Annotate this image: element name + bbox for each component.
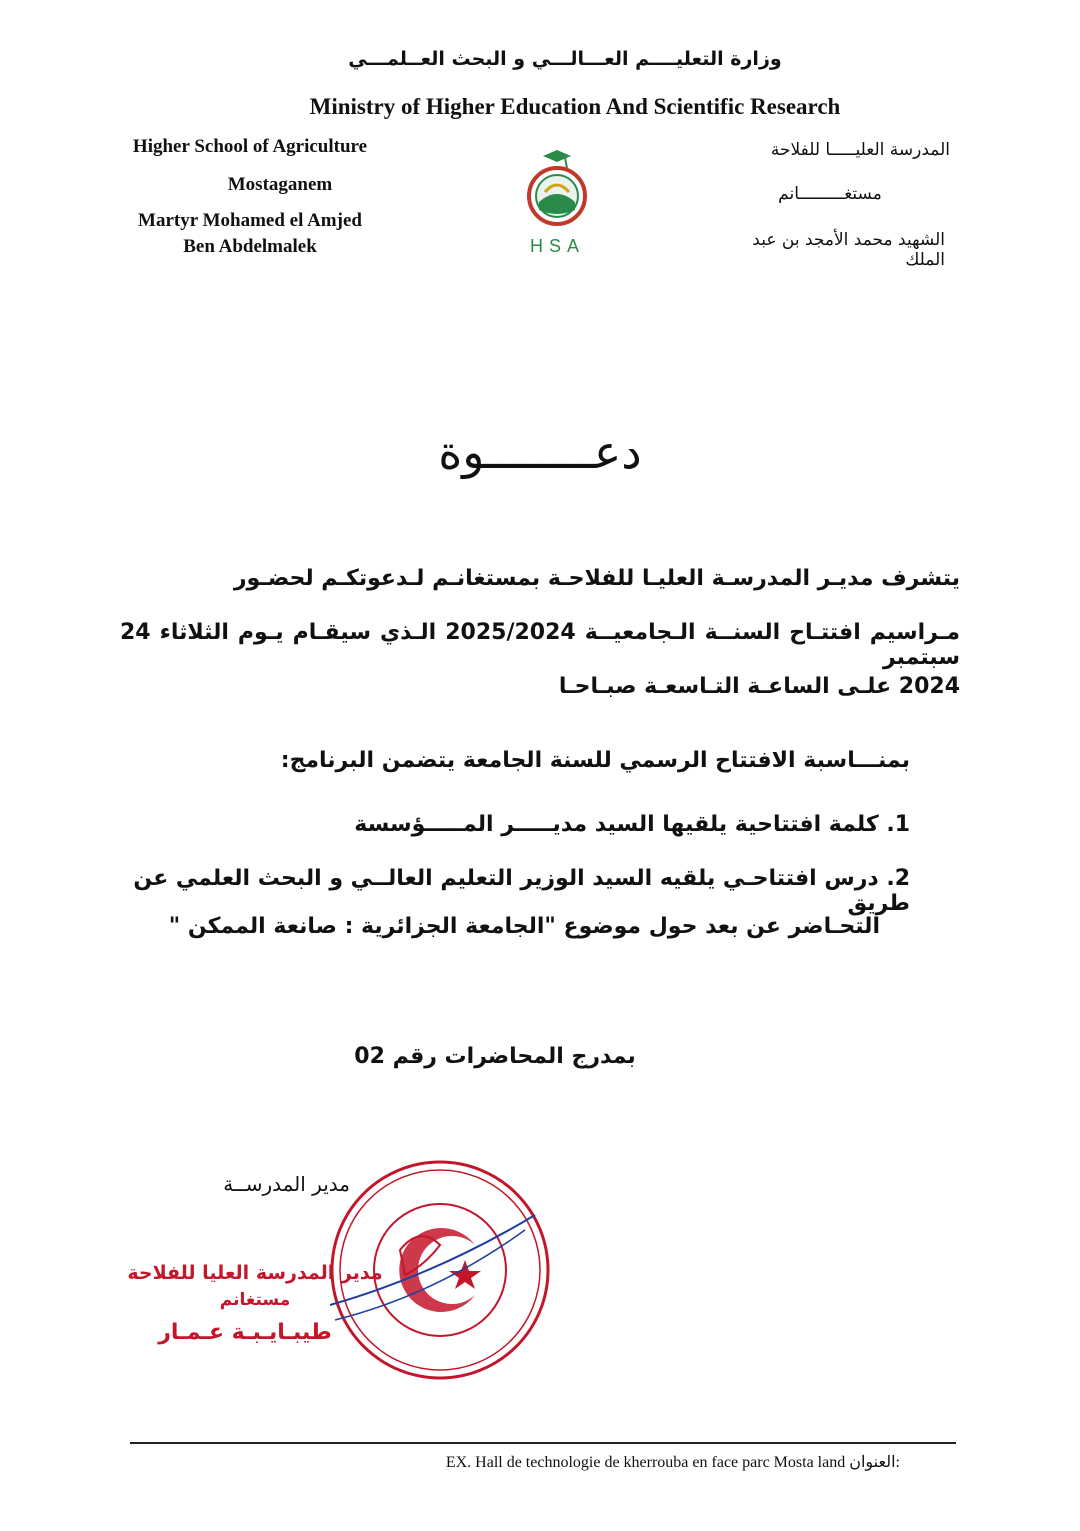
director-title: مدير المدرســة <box>223 1172 350 1196</box>
martyr-name-english-line1: Martyr Mohamed el Amjed <box>138 210 362 231</box>
invitation-line-2: مـراسيم افتتـاح السنــة الـجامعيــة 2025/2024 الـذي سيقـام يـوم الثلاثاء 24 سبتمبر <box>120 620 960 670</box>
footer-address-text: EX. Hall de technologie de kherrouba en face parc Mosta land <box>445 1454 846 1471</box>
stamp-city: مستغانم <box>219 1290 291 1310</box>
invitation-line-1: يتشرف مديـر المدرسـة العليـا للفلاحـة بمستغانـم لـدعوتكـم لحضـور <box>233 566 960 591</box>
venue: بمدرج المحاضرات رقم 02 <box>354 1044 636 1069</box>
program-intro: بمنـــاسبة الافتتاح الرسمي للسنة الجامعة يتضمن البرنامج: <box>280 748 910 773</box>
martyr-name-english-line2: Ben Abdelmalek <box>183 236 317 257</box>
school-name-english: Higher School of Agriculture <box>132 136 368 157</box>
footer-address-label: العنوان: <box>849 1454 900 1471</box>
stamp-school-name: مدير المدرسة العليا للفلاحة <box>127 1262 383 1284</box>
program-item-1: 1. كلمة افتتاحية يلقيها السيد مديـــــر المـــــؤسسة <box>354 812 910 837</box>
footer-divider <box>130 1442 956 1444</box>
logo-text: HSA <box>529 236 585 256</box>
program-item-2-line2: التحـاضر عن بعد حول موضوع "الجامعة الجزائرية : صانعة الممكن " <box>168 914 880 939</box>
martyr-name-arabic: الشهيد محمد الأمجد بن عبد الملك <box>752 230 945 270</box>
program-item-2-line1: 2. درس افتتاحـي يلقيه السيد الوزير التعليم العالــي و البحث العلمي عن طريق <box>133 866 910 916</box>
school-name-arabic: المدرسة العليـــــا للفلاحة <box>770 140 950 160</box>
city-arabic: مستغـــــــــانم <box>778 184 882 204</box>
footer-address <box>330 1452 900 1472</box>
stamp-director-name: طيبـايـبـة عـمـار <box>158 1320 332 1345</box>
invitation-line-3: 2024 علـى الساعـة التـاسعـة صبـاحـا <box>558 674 960 699</box>
ministry-english-heading: Ministry of Higher Education And Scientific Research <box>309 94 841 119</box>
ministry-arabic-heading: وزارة التعليــــم العـــالـــي و البحث العــلمـــي <box>348 48 782 70</box>
city-english: Mostaganem <box>227 174 333 195</box>
page-title: دعــــــــوة <box>438 425 642 479</box>
